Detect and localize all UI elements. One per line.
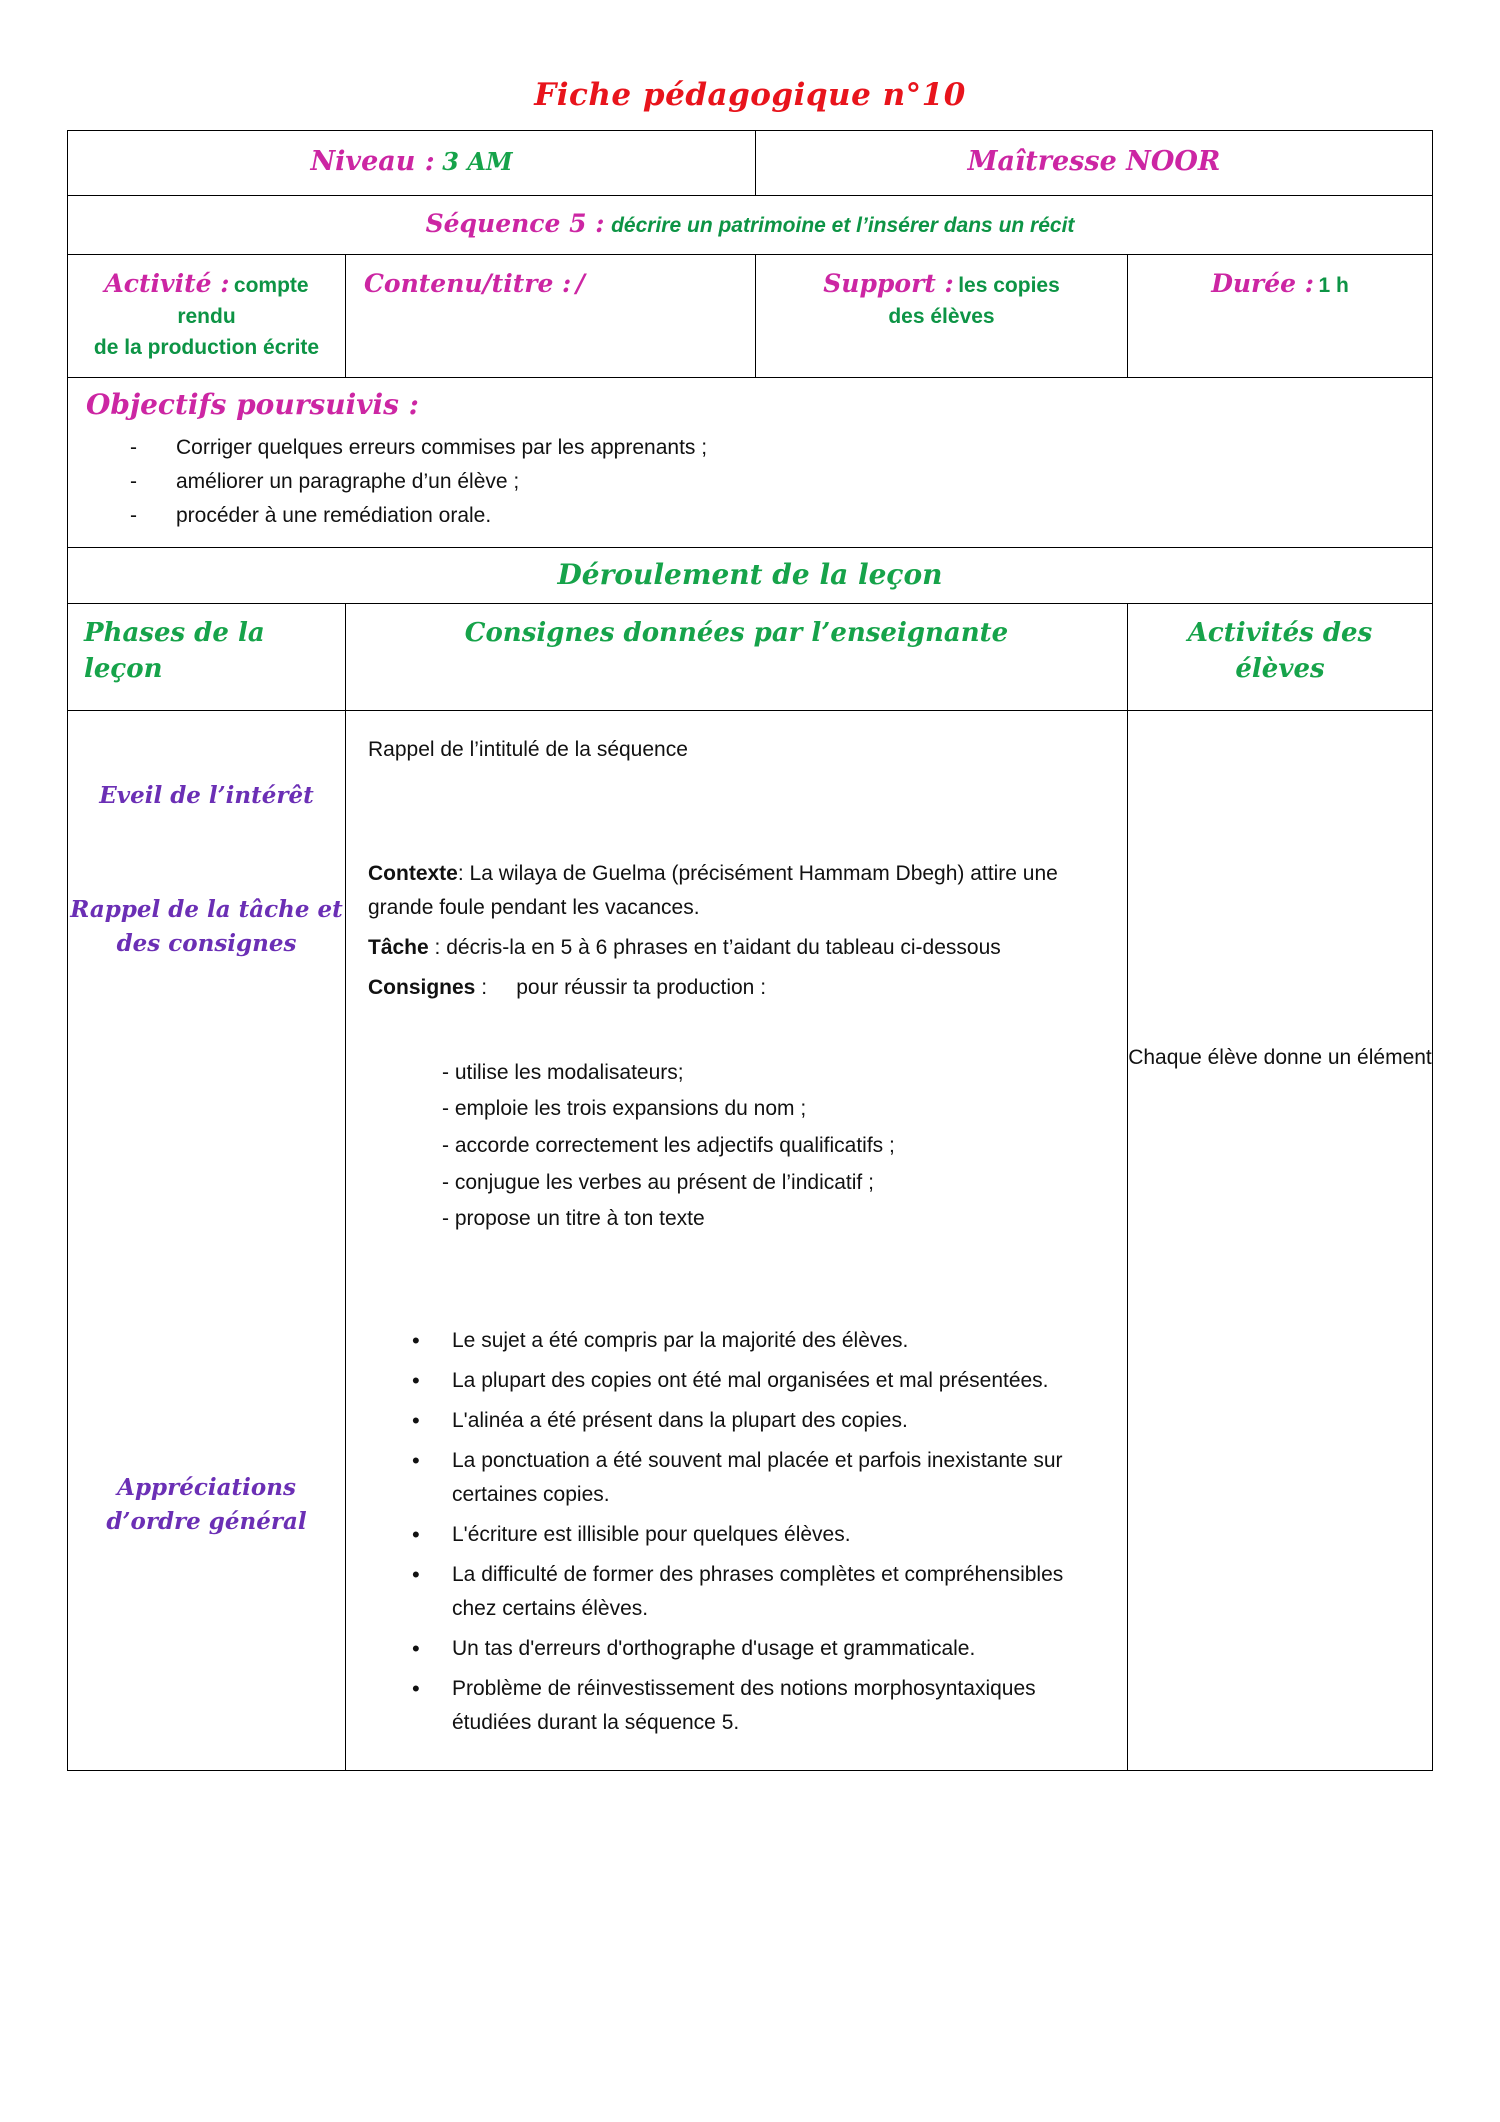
teacher-line [756,131,1432,194]
table-row-objectifs [68,378,1433,548]
niveau-label: Niveau : [310,146,435,178]
phases-stack [68,711,345,1579]
contenu-label: Contenu/titre : [364,268,572,298]
support-label: Support : [823,268,954,298]
support-value-line1: les copies [958,273,1060,297]
contenu-block [346,255,755,316]
cell-teacher [756,131,1433,195]
activite-value-line2: de la production écrite [93,335,320,359]
list-item: • Problème de réinvestissement des notions morphosyntaxiques étudiées durant la séquence 5. [408,1672,1107,1740]
sequence-line [68,196,1432,254]
list-item: • L'alinéa a été présent dans la plupart des copies. [408,1404,1107,1438]
contexte-label: Contexte [368,861,458,885]
column-header-consignes: Consignes données par l’enseignante [464,618,1009,649]
list-item: - accorde correctement les adjectifs qualificatifs ; [442,1133,895,1157]
objectifs-list [68,431,1432,533]
table-row-deroulement-banner [68,548,1433,604]
deroulement-title: Déroulement de la leçon [557,558,943,592]
consignes-content [346,711,1127,1770]
objectifs-title: Objectifs poursuivis : [86,388,419,422]
duree-label: Durée : [1211,268,1314,298]
sequence-value: décrire un patrimoine et l’insérer dans un récit [611,213,1075,237]
cell-deroulement-banner [68,548,1433,604]
contexte-separator: : [457,861,464,885]
cell-niveau [68,131,756,195]
table-row-meta [68,254,1433,377]
cell-objectifs [68,378,1433,548]
activite-label: Activité : [104,268,230,298]
list-item: - procéder à une remédiation orale. [130,499,1432,533]
list-item: - utilise les modalisateurs; [442,1060,684,1084]
spacer [368,771,1107,857]
cell-consignes-column [346,710,1128,1770]
sequence-label: Séquence 5 : [425,208,605,238]
contenu-value: / [575,268,585,298]
cell-header-phases [68,604,346,711]
consignes-text: pour réussir ta production : [516,975,767,999]
teacher-name: Maîtresse NOOR [967,146,1221,178]
tache-text: décris-la en 5 à 6 phrases en t’aidant du tableau ci-dessous [446,935,1001,959]
niveau-value: 3 AM [442,147,513,177]
list-item: - conjugue les verbes au présent de l’indicatif ; [442,1170,874,1194]
rappel-intitule-text: Rappel de l’intitulé de la séquence [368,737,688,761]
list-item: - emploie les trois expansions du nom ; [442,1097,807,1121]
list-item: • L'écriture est illisible pour quelques élèves. [408,1518,1107,1552]
list-item: • La ponctuation a été souvent mal placée et parfois inexistante sur certaines copies. [408,1444,1107,1512]
cell-activite [68,254,346,377]
cell-contenu [346,254,756,377]
list-item: • La difficulté de former des phrases complètes et compréhensibles chez certains élèves. [408,1558,1107,1626]
tache-line [368,931,1107,965]
phase-label-appreciations: Appréciations d’ordre général [106,1473,307,1535]
support-value-line2: des élèves [888,305,995,329]
spacer [368,1011,1107,1055]
cell-header-consignes [346,604,1128,711]
tache-separator: : [434,935,441,959]
cell-support [756,254,1128,377]
tache-label: Tâche [368,935,429,959]
table-row-sequence [68,195,1433,254]
lesson-sheet-table [67,130,1433,1771]
column-header-phases: Phases de la leçon [84,618,265,684]
consignes-separator: : [481,975,488,999]
list-item: - Corriger quelques erreurs commises par les apprenants ; [130,431,1432,465]
duree-value: 1 h [1318,273,1349,297]
phase-label-eveil: Eveil de l’intérêt [99,781,314,809]
duree-block [1128,255,1432,316]
activites-eleves-text: Chaque élève donne un élément [1128,1045,1432,1069]
phase-label-rappel: Rappel de la tâche et des consignes [70,895,343,957]
spacer [368,1238,1107,1324]
consignes-criteria-list [368,1055,1107,1238]
cell-activites-column [1128,710,1433,1770]
activite-value-line1: compte rendu [177,273,309,329]
cell-duree [1128,254,1433,377]
list-item: - améliorer un paragraphe d’un élève ; [130,465,1432,499]
cell-phases-column [68,710,346,1770]
niveau-line [68,131,755,194]
list-item: • Un tas d'erreurs d'orthographe d'usage et grammaticale. [408,1632,1107,1666]
table-row-body [68,710,1433,1770]
table-row-column-headers [68,604,1433,711]
page-title: Fiche pédagogique n°10 [534,77,966,113]
contexte-text: La wilaya de Guelma (précisément Hammam Dbegh) attire une grande foule pendant les vacances. [368,861,1058,919]
consignes-line [368,971,1107,1005]
list-item: • La plupart des copies ont été mal organisées et mal présentées. [408,1364,1107,1398]
contexte-line [368,857,1107,925]
cell-header-activites [1128,604,1433,711]
table-row-level [68,131,1433,195]
appreciations-list [368,1324,1107,1740]
list-item: • Le sujet a été compris par la majorité des élèves. [408,1324,1107,1358]
cell-sequence [68,195,1433,254]
activite-block [68,255,345,377]
consignes-label: Consignes [368,975,476,999]
list-item: - propose un titre à ton texte [442,1207,705,1231]
support-block [756,255,1127,347]
column-header-activites: Activités des élèves [1187,618,1373,684]
